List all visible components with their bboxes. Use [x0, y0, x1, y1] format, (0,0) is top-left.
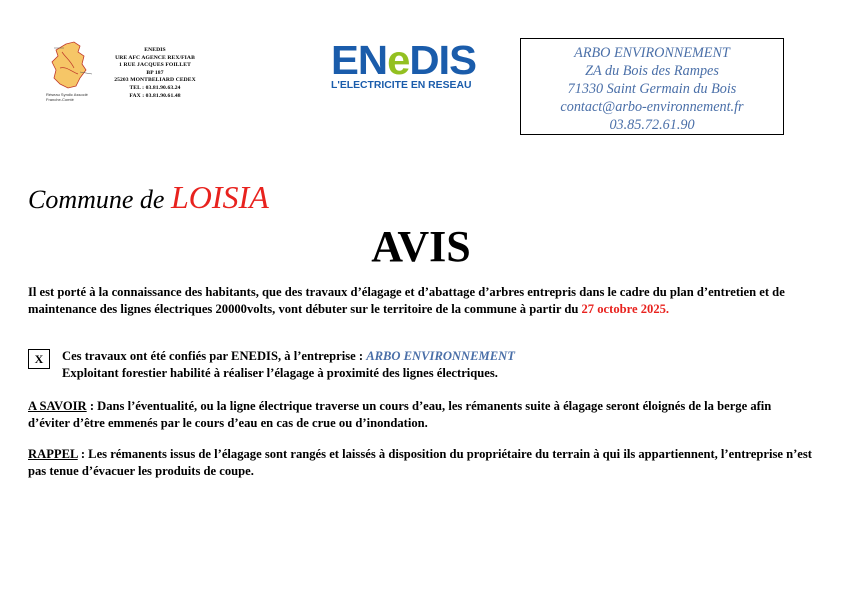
wordmark-mid: e — [387, 37, 410, 83]
contractor-description: Exploitant forestier habilité à réaliser l’élagage à proximité des lignes électriques. — [62, 365, 498, 380]
contractor-city: 71330 Saint Germain du Bois — [567, 81, 737, 97]
wordmark-start: EN — [331, 37, 388, 83]
a-savoir-paragraph — [28, 398, 814, 431]
contractor-intro: Ces travaux ont été confiés par ENEDIS, à l’entreprise : — [62, 349, 367, 363]
a-savoir-text: : Dans l’éventualité, ou la ligne électrique traverse un cours d’eau, les rémanents suite à élagage seront éloignés de la berge afin d’éviter d’être emmenés par le cours d’eau en cas de crue ou d’inondation. — [28, 399, 772, 430]
address-line: ENEDIS — [144, 47, 166, 53]
address-line: TEL : 03.81.90.63.24 — [129, 84, 181, 91]
commune-heading — [28, 180, 269, 217]
contractor-phone: 03.85.72.61.90 — [609, 117, 695, 133]
page-title: AVIS — [371, 222, 471, 271]
rappel-text: : Les rémanents issus de l’élagage sont rangés et laissés à disposition du propriétaire du terrain à qui ils appartiennent, l’entreprise n’est pas tenue d’évacuer les produits de coupe. — [28, 447, 812, 478]
enedis-tagline: L'ELECTRICITE EN RESEAU — [331, 80, 472, 91]
rappel-paragraph — [28, 446, 814, 479]
checkbox: X — [28, 349, 50, 369]
logo-caption: Réseau Syndic Associé Franche-Comté — [46, 92, 88, 102]
address-line: 1 RUE JACQUES FOILLET — [119, 62, 191, 69]
contractor-paragraph — [62, 348, 802, 381]
notice-text: Il est porté à la connaissance des habitants, que des travaux d’élagage et d’abattage d’arbres entrepris dans le cadre du plan d’entretien et de maintenance des lignes électriques 20000volts, vont débuter sur le territoire de la commune à partir du — [28, 285, 785, 316]
a-savoir-label: A SAVOIR — [28, 399, 87, 413]
wordmark-end: DIS — [409, 37, 476, 83]
contractor-email: contact@arbo-environnement.fr — [560, 99, 744, 115]
address-line: 25203 MONTBELIARD CEDEX — [114, 77, 196, 84]
address-line: BP 187 — [146, 69, 164, 76]
enedis-wordmark — [331, 37, 484, 83]
contractor-company: ARBO ENVIRONNEMENT — [366, 349, 515, 363]
contractor-address: ZA du Bois des Rampes — [585, 63, 719, 79]
commune-name: LOISIA — [170, 179, 269, 215]
start-date: 27 octobre 2025. — [581, 301, 670, 316]
address-line: FAX : 03.81.90.61.48 — [129, 92, 181, 99]
address-line: URE AFC AGENCE REX/FIAB — [115, 54, 195, 61]
enedis-logo — [331, 37, 481, 91]
enedis-address-block — [105, 47, 205, 100]
notice-paragraph — [28, 284, 814, 317]
regional-logo — [46, 38, 102, 104]
contractor-contact-box — [520, 38, 784, 135]
contractor-name: ARBO ENVIRONNEMENT — [574, 45, 730, 61]
contractor-line — [62, 348, 802, 365]
commune-prefix: Commune de — [28, 185, 171, 214]
rappel-label: RAPPEL — [28, 447, 78, 461]
